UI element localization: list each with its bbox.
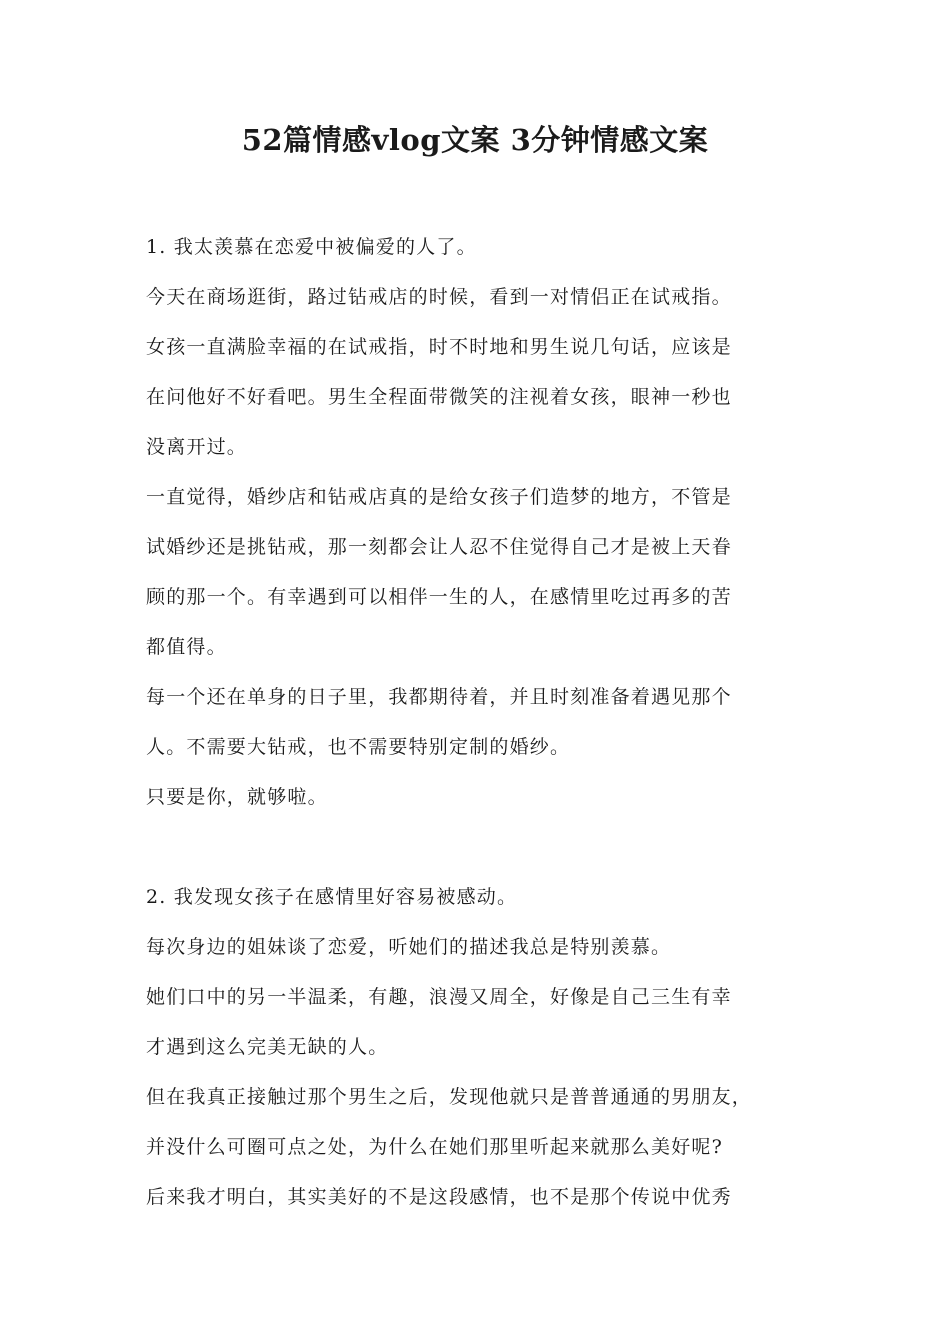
paragraph-line: 但在我真正接触过那个男生之后，发现他就只是普普通通的男朋友， — [146, 1086, 753, 1108]
paragraph-line: 她们口中的另一半温柔，有趣，浪漫又周全，好像是自己三生有幸 — [146, 986, 732, 1008]
paragraph-line: 没离开过。 — [146, 436, 248, 458]
paragraph-line: 后来我才明白，其实美好的不是这段感情，也不是那个传说中优秀 — [146, 1186, 732, 1208]
document-body — [146, 222, 816, 1222]
paragraph-line: 人。不需要大钻戒，也不需要特别定制的婚纱。 — [146, 736, 571, 758]
paragraph-line: 并没什么可圈可点之处，为什么在她们那里听起来就那么美好呢? — [146, 1136, 723, 1158]
paragraph-line: 2. 我发现女孩子在感情里好容易被感动。 — [146, 886, 518, 908]
paragraph-line: 1. 我太羡慕在恋爱中被偏爱的人了。 — [146, 236, 477, 258]
paragraph-line: 今天在商场逛街，路过钻戒店的时候，看到一对情侣正在试戒指。 — [146, 286, 732, 308]
section-gap — [146, 822, 816, 872]
paragraph-line: 只要是你，就够啦。 — [146, 786, 328, 808]
paragraph-line: 女孩一直满脸幸福的在试戒指，时不时地和男生说几句话，应该是 — [146, 336, 732, 358]
paragraph-line: 才遇到这么完美无缺的人。 — [146, 1036, 389, 1058]
document-title: 52篇情感vlog文案 3分钟情感文案 — [241, 123, 709, 157]
paragraph-line: 试婚纱还是挑钻戒，那一刻都会让人忍不住觉得自己才是被上天眷 — [146, 536, 732, 558]
paragraph-line: 每一个还在单身的日子里，我都期待着，并且时刻准备着遇见那个 — [146, 686, 732, 708]
paragraph-line: 都值得。 — [146, 636, 227, 658]
paragraph-line: 顾的那一个。有幸遇到可以相伴一生的人，在感情里吃过再多的苦 — [146, 586, 732, 608]
paragraph-line: 在问他好不好看吧。男生全程面带微笑的注视着女孩，眼神一秒也 — [146, 386, 732, 408]
paragraph-line: 每次身边的姐妹谈了恋爱，听她们的描述我总是特别羡慕。 — [146, 936, 672, 958]
paragraph-line: 一直觉得，婚纱店和钻戒店真的是给女孩子们造梦的地方，不管是 — [146, 486, 732, 508]
